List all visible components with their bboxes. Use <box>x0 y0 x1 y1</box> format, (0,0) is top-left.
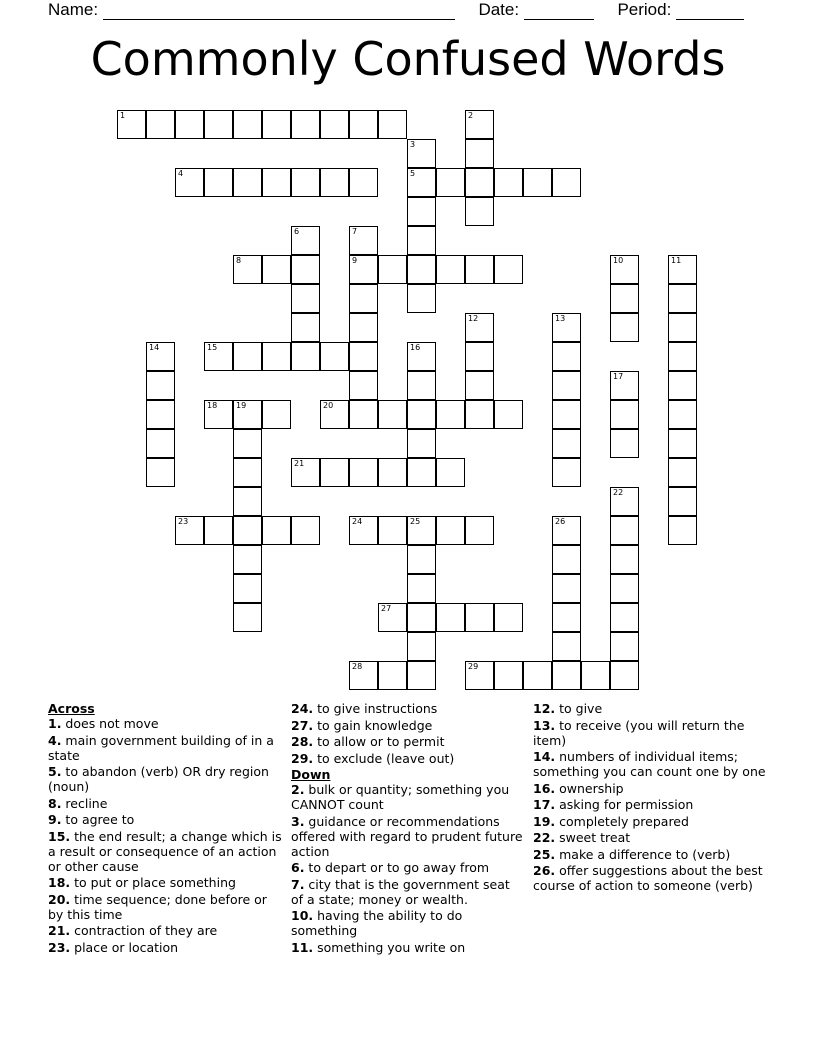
clue-number: 12 <box>468 314 479 323</box>
page-title: Commonly Confused Words <box>90 32 726 86</box>
grid-cell[interactable] <box>465 255 494 284</box>
grid-cell[interactable] <box>552 661 581 690</box>
grid-cell[interactable] <box>465 110 494 139</box>
clue-number: 24 <box>352 517 363 526</box>
grid-cell[interactable] <box>378 603 407 632</box>
grid-cell[interactable] <box>320 400 349 429</box>
grid-cell[interactable] <box>465 516 494 545</box>
clue-number: 9. <box>48 812 62 827</box>
grid-cell[interactable] <box>320 342 349 371</box>
grid-cell[interactable] <box>407 632 436 661</box>
clue-number: 28 <box>352 662 363 671</box>
grid-cell[interactable] <box>668 342 697 371</box>
grid-cell[interactable] <box>552 603 581 632</box>
clue-text: bulk or quantity; something you CANNOT count <box>291 782 510 812</box>
clue-text: ownership <box>555 780 624 796</box>
grid-cell[interactable] <box>233 545 262 574</box>
grid-cell[interactable] <box>668 400 697 429</box>
across-clue <box>48 733 284 763</box>
grid-cell[interactable] <box>407 429 436 458</box>
clue-text: to abandon (verb) OR dry region (noun) <box>48 764 269 794</box>
grid-cell[interactable] <box>233 516 262 545</box>
clue-number: 4. <box>48 732 62 748</box>
down-clue <box>533 863 773 893</box>
clues-column-3 <box>533 701 773 895</box>
clue-text: guidance or recommendations offered with regard to prudent future action <box>291 813 523 859</box>
grid-cell[interactable] <box>552 313 581 342</box>
clue-number: 10 <box>613 256 624 265</box>
grid-cell[interactable] <box>349 516 378 545</box>
across-clue <box>48 892 284 922</box>
grid-cell[interactable] <box>320 168 349 197</box>
clues-column-2 <box>291 701 523 956</box>
clue-number: 15. <box>48 828 71 844</box>
grid-cell[interactable] <box>407 574 436 603</box>
grid-cell[interactable] <box>320 458 349 487</box>
grid-cell[interactable] <box>349 661 378 690</box>
grid-cell[interactable] <box>610 429 639 458</box>
grid-cell[interactable] <box>233 168 262 197</box>
clue-text: to gain knowledge <box>313 717 433 733</box>
clue-text: numbers of individual items; something you can count one by one <box>533 749 766 779</box>
grid-cell[interactable] <box>291 226 320 255</box>
clue-number: 19. <box>533 813 556 829</box>
grid-cell[interactable] <box>552 371 581 400</box>
clue-number: 27. <box>291 717 314 733</box>
clue-number: 2 <box>468 111 474 120</box>
grid-cell[interactable] <box>349 458 378 487</box>
grid-cell[interactable] <box>291 458 320 487</box>
clue-number: 3. <box>291 813 305 829</box>
name-label: Name: <box>48 0 99 19</box>
grid-cell[interactable] <box>407 371 436 400</box>
grid-cell[interactable] <box>668 284 697 313</box>
grid-cell[interactable] <box>175 110 204 139</box>
down-clue <box>291 782 523 812</box>
clue-text: place or location <box>70 939 179 955</box>
across-clue <box>48 812 284 827</box>
down-clue <box>533 749 773 779</box>
grid-cell[interactable] <box>436 255 465 284</box>
grid-cell[interactable] <box>494 255 523 284</box>
grid-cell[interactable] <box>668 371 697 400</box>
across-clue <box>48 940 284 955</box>
across-clue <box>291 751 523 766</box>
grid-cell[interactable] <box>552 574 581 603</box>
clue-text: make a difference to (verb) <box>555 846 731 862</box>
clue-number: 29 <box>468 662 479 671</box>
grid-cell[interactable] <box>291 110 320 139</box>
clue-text: something you write on <box>313 939 466 955</box>
grid-cell[interactable] <box>610 516 639 545</box>
clue-text: offer suggestions about the best course of action to someone (verb) <box>533 863 763 893</box>
clue-number: 23 <box>178 517 189 526</box>
across-clue <box>291 701 523 716</box>
grid-cell[interactable] <box>552 458 581 487</box>
grid-cell[interactable] <box>610 400 639 429</box>
grid-cell[interactable] <box>291 284 320 313</box>
clue-text: to exclude (leave out) <box>313 750 455 766</box>
across-clue <box>48 829 284 874</box>
clue-number: 13. <box>533 717 556 733</box>
clue-number: 26. <box>533 863 556 878</box>
grid-cell[interactable] <box>494 168 523 197</box>
grid-cell[interactable] <box>465 603 494 632</box>
down-clue <box>291 940 523 955</box>
grid-cell[interactable] <box>320 110 349 139</box>
grid-cell[interactable] <box>233 400 262 429</box>
grid-cell[interactable] <box>117 110 146 139</box>
grid-cell[interactable] <box>465 371 494 400</box>
grid-cell[interactable] <box>349 342 378 371</box>
down-clue <box>291 877 523 907</box>
grid-cell[interactable] <box>204 342 233 371</box>
across-clue <box>48 875 284 890</box>
grid-cell[interactable] <box>349 284 378 313</box>
grid-cell[interactable] <box>378 255 407 284</box>
grid-cell[interactable] <box>523 168 552 197</box>
grid-cell[interactable] <box>436 603 465 632</box>
grid-cell[interactable] <box>349 313 378 342</box>
grid-cell[interactable] <box>407 197 436 226</box>
grid-cell[interactable] <box>610 661 639 690</box>
grid-cell[interactable] <box>465 197 494 226</box>
down-clue <box>533 781 773 796</box>
clue-number: 5. <box>48 764 62 779</box>
grid-cell[interactable] <box>204 516 233 545</box>
grid-cell[interactable] <box>262 110 291 139</box>
clue-number: 21. <box>48 923 71 938</box>
clue-text: to give <box>555 701 603 716</box>
grid-cell[interactable] <box>668 516 697 545</box>
clue-number: 16. <box>533 780 556 796</box>
down-clue <box>533 814 773 829</box>
grid-cell[interactable] <box>610 371 639 400</box>
grid-cell[interactable] <box>233 255 262 284</box>
date-label: Date: <box>478 0 520 19</box>
clue-text: the end result; a change which is a result or consequence of an action or other cause <box>48 828 282 874</box>
grid-cell[interactable] <box>610 284 639 313</box>
grid-cell[interactable] <box>668 487 697 516</box>
grid-cell[interactable] <box>465 342 494 371</box>
grid-cell[interactable] <box>349 400 378 429</box>
clue-number: 18 <box>207 401 218 410</box>
grid-cell[interactable] <box>175 168 204 197</box>
grid-cell[interactable] <box>552 168 581 197</box>
grid-cell[interactable] <box>291 313 320 342</box>
clue-number: 28. <box>291 734 314 749</box>
grid-cell[interactable] <box>407 516 436 545</box>
clue-number: 6 <box>294 227 300 236</box>
grid-cell[interactable] <box>610 487 639 516</box>
clue-number: 21 <box>294 459 305 468</box>
grid-cell[interactable] <box>291 342 320 371</box>
grid-cell[interactable] <box>668 255 697 284</box>
clue-number: 11 <box>671 256 682 265</box>
clue-number: 1 <box>120 111 126 120</box>
grid-cell[interactable] <box>407 168 436 197</box>
grid-cell[interactable] <box>175 516 204 545</box>
grid-cell[interactable] <box>262 168 291 197</box>
down-clue <box>533 830 773 845</box>
across-clue <box>48 716 284 731</box>
clues-column-1 <box>48 701 284 956</box>
clue-number: 2. <box>291 782 305 797</box>
grid-cell[interactable] <box>233 342 262 371</box>
grid-cell[interactable] <box>349 255 378 284</box>
grid-cell[interactable] <box>146 371 175 400</box>
grid-cell[interactable] <box>494 400 523 429</box>
clue-text: to allow or to permit <box>313 734 445 749</box>
down-clue <box>533 797 773 812</box>
grid-cell[interactable] <box>204 168 233 197</box>
grid-cell[interactable] <box>552 632 581 661</box>
grid-cell[interactable] <box>291 168 320 197</box>
grid-cell[interactable] <box>233 429 262 458</box>
grid-cell[interactable] <box>146 110 175 139</box>
grid-cell[interactable] <box>610 603 639 632</box>
grid-cell[interactable] <box>465 661 494 690</box>
grid-cell[interactable] <box>610 255 639 284</box>
grid-cell[interactable] <box>233 487 262 516</box>
grid-cell[interactable] <box>436 400 465 429</box>
grid-cell[interactable] <box>378 516 407 545</box>
grid-cell[interactable] <box>610 574 639 603</box>
grid-cell[interactable] <box>233 458 262 487</box>
clue-number: 20 <box>323 401 334 410</box>
clue-number: 15 <box>207 343 218 352</box>
grid-cell[interactable] <box>610 313 639 342</box>
grid-cell[interactable] <box>465 139 494 168</box>
clue-text: to agree to <box>61 812 135 827</box>
grid-cell[interactable] <box>407 342 436 371</box>
grid-cell[interactable] <box>378 400 407 429</box>
down-heading: Down <box>291 767 331 782</box>
clue-number: 7. <box>291 876 305 892</box>
grid-cell[interactable] <box>378 661 407 690</box>
clue-number: 25 <box>410 517 421 526</box>
clue-number: 14 <box>149 343 160 352</box>
grid-cell[interactable] <box>378 110 407 139</box>
clue-text: to depart or to go away from <box>304 860 490 875</box>
down-clue <box>291 860 523 875</box>
grid-cell[interactable] <box>233 603 262 632</box>
clue-text: having the ability to do something <box>291 908 463 938</box>
clue-text: time sequence; done before or by this time <box>48 891 267 922</box>
clue-number: 19 <box>236 401 247 410</box>
grid-cell[interactable] <box>407 226 436 255</box>
down-clue <box>533 701 773 716</box>
grid-cell[interactable] <box>581 661 610 690</box>
clue-number: 22 <box>613 488 624 497</box>
clue-number: 20. <box>48 891 71 907</box>
clue-number: 5 <box>410 169 416 178</box>
period-label: Period: <box>617 0 672 19</box>
across-heading: Across <box>48 701 95 716</box>
clue-text: does not move <box>61 716 159 731</box>
clue-text: recline <box>61 795 108 811</box>
clue-text: sweet treat <box>555 830 631 845</box>
grid-cell[interactable] <box>668 458 697 487</box>
grid-cell[interactable] <box>407 458 436 487</box>
grid-cell[interactable] <box>146 458 175 487</box>
grid-cell[interactable] <box>465 313 494 342</box>
grid-cell[interactable] <box>291 255 320 284</box>
clue-text: to give instructions <box>313 701 438 716</box>
clue-text: main government building of in a state <box>48 732 274 763</box>
clue-number: 7 <box>352 227 358 236</box>
across-clue <box>48 923 284 938</box>
clue-text: contraction of they are <box>70 923 218 938</box>
clue-text: completely prepared <box>555 813 689 829</box>
clue-number: 29. <box>291 750 314 766</box>
across-clue <box>48 796 284 811</box>
grid-cell[interactable] <box>262 255 291 284</box>
grid-cell[interactable] <box>552 516 581 545</box>
grid-cell[interactable] <box>552 429 581 458</box>
clue-text: to receive (you will return the item) <box>533 717 745 748</box>
grid-cell[interactable] <box>494 661 523 690</box>
clue-number: 11. <box>291 939 314 955</box>
grid-cell[interactable] <box>523 661 552 690</box>
grid-cell[interactable] <box>349 371 378 400</box>
clue-number: 10. <box>291 908 314 923</box>
grid-cell[interactable] <box>465 168 494 197</box>
grid-cell[interactable] <box>233 110 262 139</box>
grid-cell[interactable] <box>407 400 436 429</box>
grid-cell[interactable] <box>262 400 291 429</box>
across-clue <box>48 764 284 794</box>
clue-number: 22. <box>533 830 556 845</box>
grid-cell[interactable] <box>610 632 639 661</box>
grid-cell[interactable] <box>668 313 697 342</box>
grid-cell[interactable] <box>436 516 465 545</box>
down-clue <box>291 908 523 938</box>
clue-number: 13 <box>555 314 566 323</box>
clue-text: asking for permission <box>555 797 694 812</box>
grid-cell[interactable] <box>552 545 581 574</box>
clue-text: to put or place something <box>70 875 236 890</box>
grid-cell[interactable] <box>349 226 378 255</box>
grid-cell[interactable] <box>349 110 378 139</box>
grid-cell[interactable] <box>407 603 436 632</box>
clue-number: 27 <box>381 604 392 613</box>
grid-cell[interactable] <box>146 400 175 429</box>
across-clue <box>291 734 523 749</box>
grid-cell[interactable] <box>436 458 465 487</box>
clue-number: 23. <box>48 939 71 955</box>
grid-cell[interactable] <box>407 661 436 690</box>
grid-cell[interactable] <box>262 342 291 371</box>
clue-number: 14. <box>533 749 556 764</box>
clue-number: 9 <box>352 256 358 265</box>
grid-cell[interactable] <box>668 429 697 458</box>
grid-cell[interactable] <box>610 545 639 574</box>
grid-cell[interactable] <box>349 168 378 197</box>
grid-cell[interactable] <box>146 429 175 458</box>
grid-cell[interactable] <box>552 342 581 371</box>
down-clue <box>533 847 773 862</box>
down-clue <box>533 718 773 748</box>
clue-number: 3 <box>410 140 416 149</box>
grid-cell[interactable] <box>262 516 291 545</box>
grid-cell[interactable] <box>204 400 233 429</box>
clue-number: 17 <box>613 372 624 381</box>
grid-cell[interactable] <box>233 574 262 603</box>
down-clue <box>291 814 523 859</box>
grid-cell[interactable] <box>407 284 436 313</box>
clue-number: 8. <box>48 795 62 811</box>
across-clue <box>291 718 523 733</box>
clue-number: 6. <box>291 860 305 875</box>
clue-number: 8 <box>236 256 242 265</box>
grid-cell[interactable] <box>407 255 436 284</box>
grid-cell[interactable] <box>494 603 523 632</box>
grid-cell[interactable] <box>552 400 581 429</box>
clue-text: city that is the government seat of a state; money or wealth. <box>291 876 510 907</box>
clue-number: 1. <box>48 716 62 731</box>
grid-cell[interactable] <box>407 545 436 574</box>
clue-number: 12. <box>533 701 556 716</box>
grid-cell[interactable] <box>465 400 494 429</box>
clue-number: 25. <box>533 846 556 862</box>
clue-number: 16 <box>410 343 421 352</box>
clue-number: 18. <box>48 875 71 890</box>
clue-number: 26 <box>555 517 566 526</box>
clue-number: 17. <box>533 797 556 812</box>
clue-number: 24. <box>291 701 314 716</box>
grid-cell[interactable] <box>436 168 465 197</box>
grid-cell[interactable] <box>291 516 320 545</box>
grid-cell[interactable] <box>407 139 436 168</box>
grid-cell[interactable] <box>378 458 407 487</box>
grid-cell[interactable] <box>146 342 175 371</box>
grid-cell[interactable] <box>204 110 233 139</box>
clue-number: 4 <box>178 169 184 178</box>
